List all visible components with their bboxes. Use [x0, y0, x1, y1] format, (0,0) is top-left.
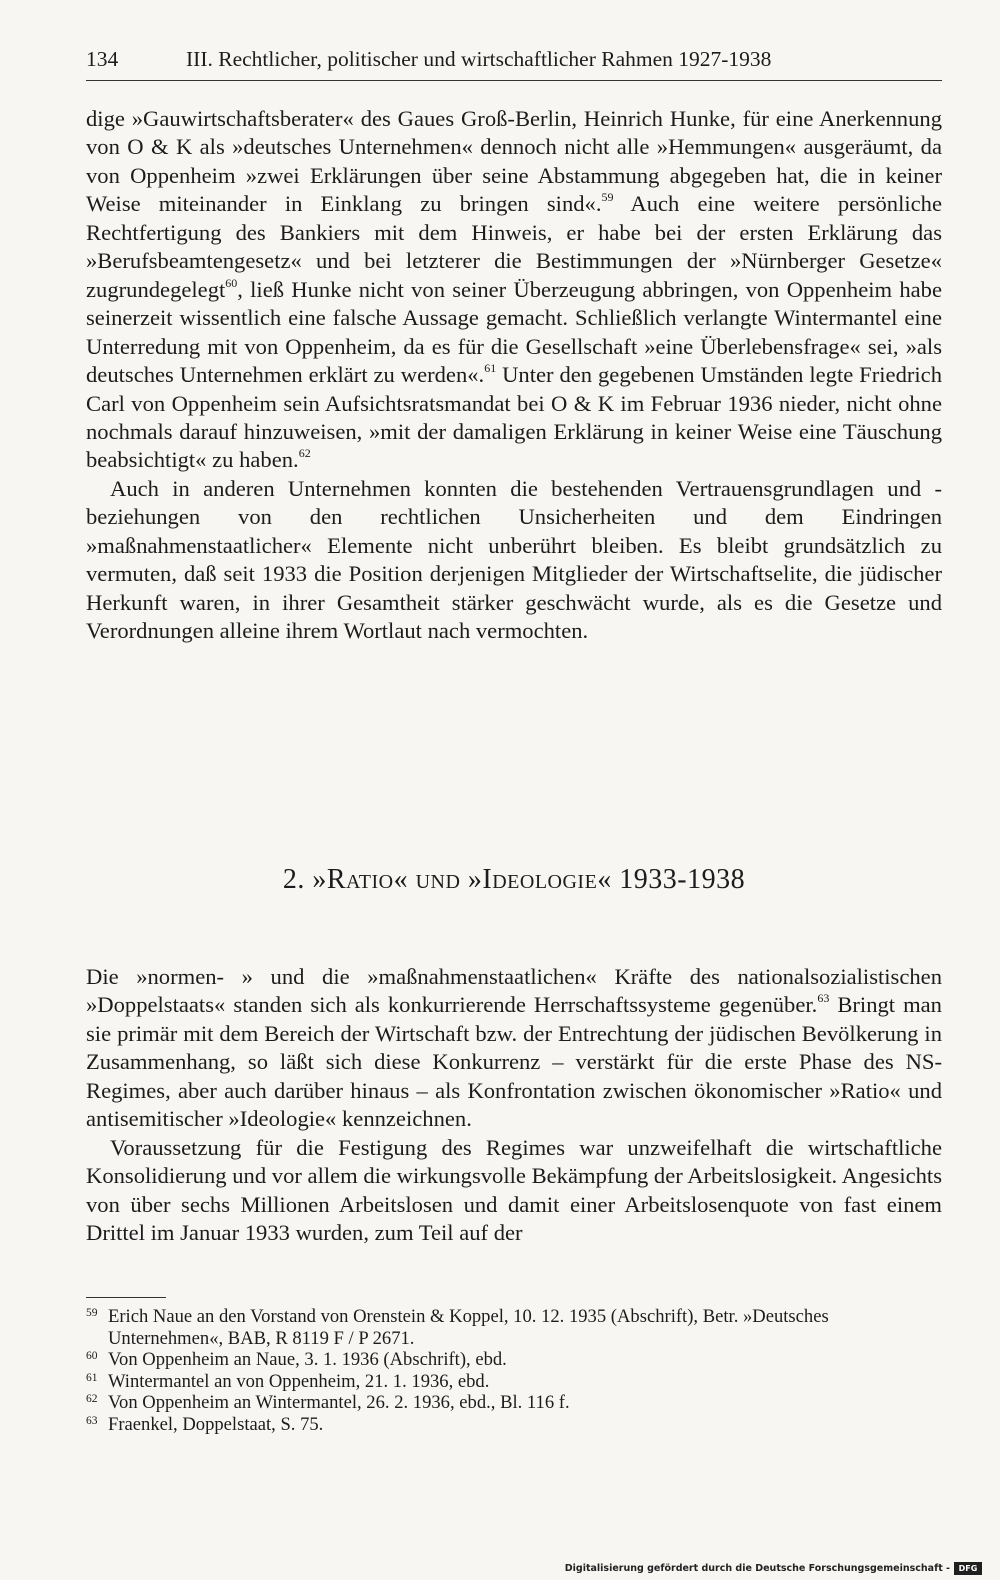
paragraph — [86, 963, 942, 1134]
text-block-lower — [86, 963, 942, 1248]
section-heading: 2. »Ratio« und »Ideologie« 1933-1938 — [282, 864, 746, 895]
footnote — [86, 1414, 942, 1436]
footnote-ref: 62 — [298, 446, 311, 461]
footnote — [86, 1392, 942, 1414]
paragraph — [86, 105, 942, 475]
footnote-text: Fraenkel, Doppelstaat, S. 75. — [108, 1413, 324, 1435]
running-title: III. Rechtlicher, politischer und wirtschaftlicher Rahmen 1927-1938 — [186, 47, 772, 71]
footnote-text: Von Oppenheim an Wintermantel, 26. 2. 1936, ebd., Bl. 116 f. — [108, 1392, 570, 1413]
footnotes — [86, 1306, 942, 1435]
footnote-ref: 63 — [817, 991, 830, 1006]
text-run: dige »Gauwirtschaftsberater« des Gaues Groß-Berlin, Heinrich Hunke, für eine Anerkennung von O & K als »deutsches Unternehmen« dennoch nicht alle »Hemmungen« ausgeräumt, da von Oppenheim »zwei Erklärungen über seine Abstammung abgegeben hat, die in keiner Weise miteinander in Einklang zu bringen sind«. — [86, 106, 942, 217]
footnote — [86, 1371, 942, 1393]
footnote-text: Erich Naue an den Vorstand von Orenstein & Koppel, 10. 12. 1935 (Abschrift), Betr. »Deutsches Unternehmen«, BAB, R 8119 F / P 2671. — [108, 1306, 829, 1349]
footnote-number: 63 — [86, 1414, 98, 1427]
dfg-logo: DFG — [954, 1562, 982, 1575]
paragraph: Voraussetzung für die Festigung des Regimes war unzweifelhaft die wirtschaftliche Konsolidierung und vor allem die wirkungsvolle Bekämpfung der Arbeitslosigkeit. Angesichts von über sechs Millionen Arbeitslosen und damit einer Arbeitslosenquote von fast einem Drittel im Januar 1933 wurden, zum Teil auf der — [86, 1134, 942, 1246]
footnote-ref: 61 — [484, 361, 497, 376]
page-number: 134 — [86, 47, 119, 71]
footnote-number: 61 — [86, 1371, 98, 1384]
text-block-upper — [86, 105, 942, 646]
footnote-number: 60 — [86, 1350, 98, 1362]
footnote-text: Wintermantel an von Oppenheim, 21. 1. 1936, ebd. — [108, 1370, 490, 1392]
footnote-number: 59 — [86, 1307, 98, 1319]
footnote-ref: 59 — [601, 190, 614, 205]
footnote-text: Von Oppenheim an Naue, 3. 1. 1936 (Abschrift), ebd. — [108, 1349, 507, 1370]
footnote — [86, 1306, 942, 1349]
footnote-rule — [86, 1297, 166, 1298]
digitization-credit: Digitalisierung gefördert durch die Deutsche Forschungsgemeinschaft - — [564, 1563, 950, 1574]
footnote — [86, 1349, 942, 1371]
text-run: Die »normen- » und die »maßnahmenstaatlichen« Kräfte des nationalsozialistischen »Doppelstaats« standen sich als konkurrierende Herrschaftssysteme gegenüber. — [86, 964, 942, 1018]
footnote-ref: 60 — [225, 275, 238, 290]
text-run: Bringt man sie primär mit dem Bereich der Wirtschaft bzw. der Entrechtung der jüdischen Bevölkerung in Zusammenhang, so läßt sich diese Konkurrenz – verstärkt für die erste Phase des NS-Regimes, aber auch darüber hinaus – als Konfrontation zwischen ökonomischer »Ratio« und antisemitischer »Ideologie« kennzeichnen. — [86, 992, 942, 1132]
text-run: , ließ Hunke nicht von seiner Überzeugung abbringen, von Oppenheim habe seinerzeit wissentlich eine falsche Aussage gemacht. Schließlich verlangte Wintermantel eine Unterredung mit von Oppenheim, da es für die Gesellschaft »eine Überlebensfrage« sei, »als deutsches Unternehmen erklärt zu werden«. — [86, 276, 942, 388]
text-run: Auch eine weitere persönliche Rechtfertigung des Bankiers mit dem Hinweis, er habe bei der ersten Erklärung das »Berufsbeamtengesetz« und bei letzterer die Bestimmungen der »Nürnberger Gesetze« zugrundegelegt — [86, 191, 942, 302]
running-head — [86, 44, 942, 81]
text-run: Unter den gegebenen Umständen legte Friedrich Carl von Oppenheim sein Aufsichtsratsmandat bei O & K im Februar 1936 nieder, nicht ohne nochmals darauf hinzuweisen, »mit der damaligen Erklärung in keiner Weise eine Täuschung beabsichtigt« zu haben. — [86, 362, 942, 473]
paragraph: Auch in anderen Unternehmen konnten die bestehenden Vertrauensgrundlagen und -beziehungen von den rechtlichen Unsicherheiten und dem Eindringen »maßnahmenstaatlicher« Elemente nicht unberührt bleiben. Es bleibt grundsätzlich zu vermuten, daß seit 1933 die Position derjenigen Mitglieder der Wirtschaftselite, die jüdischer Herkunft waren, in ihrer Gesamtheit stärker geschwächt wurde, als es die Gesetze und Verordnungen alleine ihrem Wortlaut nach vermochten. — [86, 475, 942, 644]
footnote-number: 62 — [86, 1393, 98, 1405]
